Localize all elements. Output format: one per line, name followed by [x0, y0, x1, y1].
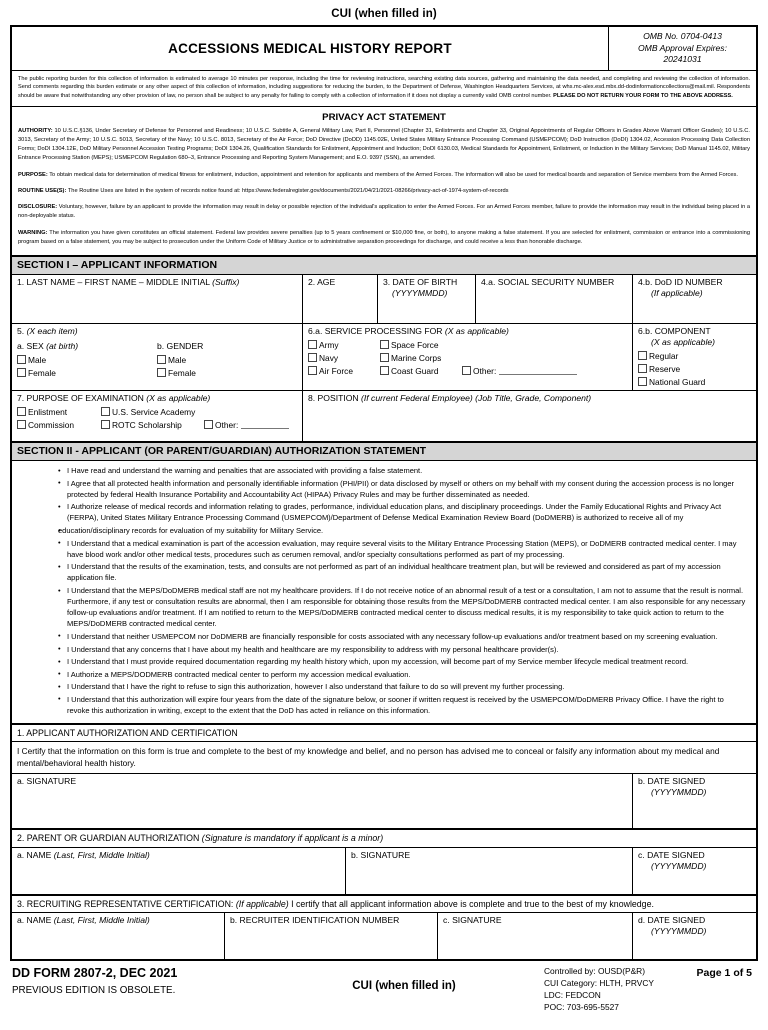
disclosure-paragraph — [18, 203, 750, 221]
checkbox-purpose-enlistment[interactable] — [17, 407, 101, 417]
checkbox-component-national-guard[interactable] — [638, 377, 752, 387]
cert3-recruiter-id-label: b. RECRUITER IDENTIFICATION NUMBER — [230, 915, 400, 926]
gender-group — [157, 341, 287, 378]
list-item: • I Understand that this authorization will expire four years from the date of the signature below, or sooner if written request is received by the USMEPCOM/DoDMERB Privacy Office. I have the right to revoke this authorization in writing, except to the extent that the DoD has acted in reliance on this information. — [58, 694, 748, 716]
page-number: Page 1 of 5 — [696, 967, 752, 980]
checkbox-service-army[interactable] — [308, 340, 380, 350]
warning-label: WARNING: — [18, 229, 48, 236]
omb-expires-label: OMB Approval Expires: — [638, 42, 727, 53]
list-item: • I Understand that a medical examination is part of the accession evaluation, may require several visits to the Military Entrance Processing Station (MEPS), or DoDMERB contracted medical center. I may have blood work and/or other medical tests, procedures such as cerumen removal, and/or specialty consultations performed as part of my processing. — [58, 538, 748, 560]
form-frame — [10, 25, 758, 961]
checkbox-icon[interactable] — [204, 420, 213, 429]
recruiter-row — [12, 913, 756, 959]
list-item-continuation: • education/disciplinary records for evaluation of my suitability for Military Service. — [58, 525, 748, 536]
applicant-certification-heading: 1. APPLICANT AUTHORIZATION AND CERTIFICATION — [12, 725, 756, 743]
authority-label: AUTHORITY: — [18, 127, 53, 134]
cui-top-banner: CUI (when filled in) — [331, 8, 437, 20]
field-date-of-birth[interactable] — [377, 275, 475, 323]
checkbox-label: Other: — [473, 365, 497, 376]
field-guardian-date-signed[interactable] — [632, 848, 756, 894]
field-3-label: 3. DATE OF BIRTH — [383, 277, 458, 288]
checkbox-label: U.S. Service Academy — [112, 406, 196, 417]
field-recruiter-signature[interactable] — [437, 913, 632, 959]
field-8-hint-1: (If current Federal Employee) — [361, 393, 473, 404]
cert2-signature-label: b. SIGNATURE — [351, 849, 411, 860]
list-item: • I Authorize a MEPS/DODMERB contracted medical center to perform my accession medical evaluation. — [58, 669, 748, 680]
parent-guardian-row — [12, 848, 756, 894]
previous-edition-note: PREVIOUS EDITION IS OBSOLETE. — [12, 985, 176, 997]
checkbox-sex-female[interactable] — [17, 368, 157, 378]
purpose-text: To obtain medical data for determination of medical fitness for enlistment, induction, appointment and retention for applicants and members of the Armed Forces. The information will also be used for medical boards and separation of Service members from the Armed Forces. — [47, 171, 738, 178]
checkbox-purpose-other[interactable] — [204, 420, 289, 430]
field-8-hint-2: (Job Title, Grade, Component) — [475, 393, 592, 404]
field-2-label: 2. AGE — [308, 277, 336, 288]
field-recruiter-id-number[interactable] — [224, 913, 437, 959]
checkbox-label: Male — [28, 354, 47, 365]
cui-category: CUI Category: HLTH, PRVCY — [544, 978, 654, 989]
field-component — [632, 324, 756, 390]
checkbox-label: Coast Guard — [391, 365, 439, 376]
field-5-label: 5. — [17, 326, 25, 337]
checkbox-icon[interactable] — [380, 366, 389, 375]
ldc-marking: LDC: FEDCON — [544, 990, 601, 1001]
field-5b-label: b. GENDER — [157, 340, 204, 351]
checkbox-label: Navy — [319, 352, 339, 363]
checkbox-service-other[interactable] — [462, 366, 577, 376]
list-item: • I Agree that all protected health information and personally identifiable information (PHI/PII) or data disclosed by myself or others on my behalf with my consent during the accession process is no longer protected by federal Health Insurance Portability and Accountability Act (HIPAA) Privacy Rules and may be further disseminated as needed. — [58, 478, 748, 500]
burden-text: The public reporting burden for this collection of information is estimated to average 10 minutes per response, including the time for reviewing instructions, searching existing data sources, gathering and maintaining the data needed, and completing and reviewing the collection of information. Send comments regarding this burden estimate or any other aspect of this collection of information, including suggestions for reducing the burden, to the Department of Defense, Washington Headquarters Services, at whs.mc-alex.esd.mbx.dd-dodinformationcollections@mail.mil. Respondents should be aware that notwithstanding any other provision of law, no person shall be subject to any penalty for failing to comply with a collection of information if it does not display a currently valid OMB control number. — [18, 75, 750, 100]
service-other-input[interactable] — [499, 366, 577, 375]
field-applicant-signature[interactable] — [12, 774, 632, 828]
cert3-date-label: d. DATE SIGNED — [638, 915, 706, 926]
checkbox-icon[interactable] — [157, 355, 166, 364]
cert2-date-hint: (YYYYMMDD) — [651, 860, 707, 871]
list-item: • I Authorize release of medical records and information relating to grades, performance, individual education plans, and disciplinary proceedings. Under the Family Educational Rights and Privacy Act (FERPA), United States Military Entrance Processing Command (USMEPCOM)/Department of Defense Medical Examination Review Board (DoDMERB) is authorized to receive all of my — [58, 501, 748, 523]
cert1-date-hint: (YYYYMMDD) — [651, 787, 707, 798]
purpose-row-1 — [17, 407, 298, 417]
field-4a-label: 4.a. SOCIAL SECURITY NUMBER — [481, 277, 615, 288]
checkbox-label: Regular — [649, 350, 679, 361]
purpose-other-input[interactable] — [241, 420, 289, 429]
checkbox-service-air-force[interactable] — [308, 366, 380, 376]
public-burden-statement — [12, 71, 756, 107]
checkbox-service-marine-corps[interactable] — [380, 353, 441, 363]
checkbox-icon[interactable] — [17, 407, 26, 416]
section-2-bar: SECTION II - APPLICANT (OR PARENT/GUARDIAN) AUTHORIZATION STATEMENT — [12, 441, 756, 461]
field-age[interactable] — [302, 275, 377, 323]
footer-left — [12, 966, 264, 997]
cert3-heading-text: 3. RECRUITING REPRESENTATIVE CERTIFICATION: — [17, 898, 234, 909]
checkbox-label: Space Force — [391, 339, 439, 350]
checkbox-label: Air Force — [319, 365, 353, 376]
checkbox-icon[interactable] — [17, 355, 26, 364]
authorization-statement-list — [12, 461, 756, 724]
field-5-hint: (X each item) — [26, 326, 78, 337]
field-1-suffix-hint: (Suffix) — [212, 277, 240, 288]
list-item: • I Have read and understand the warning and penalties that are associated with providing a false statement. — [58, 465, 748, 476]
omb-expires-date: 20241031 — [663, 54, 702, 65]
checkbox-icon[interactable] — [157, 368, 166, 377]
poc-phone: POC: 703-695-5527 — [544, 1002, 619, 1013]
checkbox-gender-female[interactable] — [157, 368, 287, 378]
service-row-2 — [308, 353, 628, 363]
page-title: ACCESSIONS MEDICAL HISTORY REPORT — [168, 40, 452, 56]
field-service-processing-for — [302, 324, 632, 390]
recruiter-certification-heading — [12, 894, 756, 914]
checkbox-icon[interactable] — [462, 366, 471, 375]
service-row-1 — [308, 340, 628, 350]
checkbox-label: Male — [168, 354, 187, 365]
form-title-cell — [12, 27, 608, 70]
checkbox-purpose-rotc[interactable] — [101, 420, 204, 430]
list-item: • I Understand that the results of the examination, tests, and consults are not performed as part of an individual healthcare treatment plan, but will be reviewed and considered as part of my accession application file. — [58, 561, 748, 583]
cert2-heading-hint: (Signature is mandatory if applicant is a minor) — [201, 833, 384, 844]
field-4b-hint: (If applicable) — [651, 287, 703, 298]
service-row-3 — [308, 366, 628, 376]
footer-right — [544, 966, 754, 1014]
privacy-act-body — [12, 127, 756, 255]
omb-box — [608, 27, 756, 70]
cert2-name-label: a. NAME — [17, 849, 52, 860]
cert1-signature-label: a. SIGNATURE — [17, 776, 77, 787]
field-6a-hint: (X as applicable) — [444, 326, 509, 337]
field-position[interactable] — [302, 391, 756, 441]
checkbox-icon[interactable] — [17, 420, 26, 429]
parent-guardian-heading — [12, 828, 756, 848]
checkbox-label: Other: — [215, 419, 239, 430]
routine-use-label: ROUTINE USE(S): — [18, 187, 67, 194]
cert2-name-hint: (Last, First, Middle Initial) — [53, 849, 150, 860]
checkbox-icon[interactable] — [308, 340, 317, 349]
checkbox-component-reserve[interactable] — [638, 364, 752, 374]
field-7-hint: (X as applicable) — [146, 393, 211, 404]
checkbox-icon[interactable] — [638, 351, 647, 360]
burden-bold-tail: PLEASE DO NOT RETURN YOUR FORM TO THE ABOVE ADDRESS. — [553, 93, 733, 100]
list-item: • I Understand that any concerns that I have about my health and healthcare are my responsibility to address with my personal healthcare provider(s). — [58, 644, 748, 655]
field-3-format-hint: (YYYYMMDD) — [392, 287, 448, 298]
checkbox-service-navy[interactable] — [308, 353, 380, 363]
omb-number: OMB No. 0704-0413 — [643, 31, 722, 41]
cert3-heading-tail: I certify that all applicant information above is complete and true to the best of my knowledge. — [288, 898, 654, 909]
field-ssn[interactable] — [475, 275, 632, 323]
cert2-heading-text: 2. PARENT OR GUARDIAN AUTHORIZATION — [17, 833, 200, 844]
checkbox-gender-male[interactable] — [157, 355, 287, 365]
checkbox-label: Marine Corps — [391, 352, 442, 363]
list-item: • I Understand that I have the right to refuse to sign this authorization, however I also understand that failure to do so will prevent my further processing. — [58, 681, 748, 692]
checkbox-icon[interactable] — [638, 364, 647, 373]
warning-paragraph — [18, 229, 750, 247]
checkbox-label: Army — [319, 339, 339, 350]
section-1-row-3 — [12, 391, 756, 441]
checkbox-icon[interactable] — [101, 420, 110, 429]
list-item: • I Understand that neither USMEPCOM nor DoDMERB are financially responsible for costs associated with any necessary follow-up evaluations and/or treatment based on my screening evaluation. — [58, 631, 748, 642]
field-8-label: 8. POSITION — [308, 393, 359, 404]
cert3-name-hint: (Last, First, Middle Initial) — [53, 915, 150, 926]
checkbox-icon[interactable] — [101, 407, 110, 416]
checkbox-service-coast-guard[interactable] — [380, 366, 462, 376]
checkbox-purpose-service-academy[interactable] — [101, 407, 195, 417]
purpose-label: PURPOSE: — [18, 171, 48, 178]
checkbox-label: Reserve — [649, 363, 681, 374]
cert3-date-hint: (YYYYMMDD) — [651, 926, 707, 937]
field-5a-hint: (at birth) — [46, 340, 79, 351]
form-identifier: DD FORM 2807-2, DEC 2021 — [12, 966, 178, 981]
field-last-first-middle[interactable] — [12, 275, 302, 323]
privacy-act-heading: PRIVACY ACT STATEMENT — [322, 111, 446, 123]
list-item: • I Understand that I must provide required documentation regarding my health history which, upon my accession, will become part of my Service member lifecycle medical treatment record. — [58, 656, 748, 667]
authority-paragraph — [18, 127, 750, 164]
field-guardian-name[interactable] — [12, 848, 345, 894]
purpose-row-2 — [17, 420, 298, 430]
field-sex-gender-group — [12, 324, 302, 390]
field-7-label: 7. PURPOSE OF EXAMINATION — [17, 393, 144, 404]
applicant-certification-body: I Certify that the information on this form is true and complete to the best of my knowledge and belief, and no person has advised me to conceal or falsify any information about my medical and mental/behavioral health history. — [12, 742, 756, 774]
field-applicant-date-signed[interactable] — [632, 774, 756, 828]
field-dod-id[interactable] — [632, 275, 756, 323]
field-6b-label: 6.b. COMPONENT — [638, 326, 711, 337]
cert3-name-label: a. NAME — [17, 915, 52, 926]
checkbox-icon[interactable] — [308, 353, 317, 362]
checkbox-label: Female — [168, 367, 196, 378]
cert1-date-label: b. DATE SIGNED — [638, 776, 706, 787]
field-recruiter-date-signed[interactable] — [632, 913, 756, 959]
field-6a-label: 6.a. SERVICE PROCESSING FOR — [308, 326, 443, 337]
authority-text: 10 U.S.C.§136, Under Secretary of Defense for Personnel and Readiness; 10 U.S.C. Subtitle A, General Military Law, Part II, Personnel (Chapter 31, Enlistments and Chapter 33, Original Appointments of Regular Officers in Grades Above Warrant Officer Grades); 10 U.S.C. 3013, Secretary of the Army; 10 U.S.C. 5013, Secretary of the Navy; 10 U.S.C. 8013, Secretary of the Air Force; DoD Directive (DoDD) 1145.02E, United States Military Entrance Processing Command (USMEPCOM); DoD Instruction (DoDI) 1304.02, Accession Processing Data Collection Forms; DoDI 1304.12E, DoD Military Personnel Accession Testing Programs; DoDI 1304.26, Qualification Standards for Enlistment, Appointment and Induction; DoDI 6130.03, Medical Standards for Appointment, Enlistment, or Induction in the Military Services; DoD Manual 1145.02, Military Entrance Processing Station (MEPS); USMEPCOM Regulation 680–3, Entrance Processing and Reporting System Management; and E.O. 9397 (SSN), as amended. — [18, 127, 750, 162]
checkbox-sex-male[interactable] — [17, 355, 157, 365]
checkbox-label: National Guard — [649, 376, 706, 387]
purpose-paragraph — [18, 171, 750, 180]
section-1-row-2 — [12, 324, 756, 391]
field-6b-hint: (X as applicable) — [651, 336, 716, 347]
field-guardian-signature[interactable] — [345, 848, 632, 894]
routine-use-text: The Routine Uses are listed in the system of records notice found at: https://www.federalregister.gov/documents/2021/04/21/2021-08266/privacy-act-of-1974-system-of-records — [66, 187, 509, 194]
form-footer — [10, 961, 758, 1014]
disclosure-text: Voluntary, however, failure by an applicant to provide the information may result in delay or possible rejection of the individual's application to enter the Armed Forces. For an Armed Forces member, failure to provide the information may result in the individual being placed in a non-deployable status. — [18, 204, 750, 220]
cert3-signature-label: c. SIGNATURE — [443, 915, 502, 926]
controlled-by: Controlled by: OUSD(P&R) — [544, 966, 645, 977]
section-1-row-1 — [12, 275, 756, 324]
cert2-date-label: c. DATE SIGNED — [638, 849, 705, 860]
disclosure-label: DISCLOSURE: — [18, 204, 58, 211]
applicant-signature-row — [12, 774, 756, 828]
checkbox-service-space-force[interactable] — [380, 340, 438, 350]
field-1-label: 1. LAST NAME – FIRST NAME – MIDDLE INITIAL — [17, 277, 210, 288]
checkbox-icon[interactable] — [308, 366, 317, 375]
checkbox-label: Commission — [28, 419, 75, 430]
field-4b-label: 4.b. DoD ID NUMBER — [638, 277, 723, 288]
checkbox-component-regular[interactable] — [638, 351, 752, 361]
checkbox-icon[interactable] — [380, 353, 389, 362]
warning-text: The information you have given constitutes an official statement. Federal law provides severe penalties (up to 5 years confinement or $10,000 fine, or both), to anyone making a false statement. If you are selected for enlistment, commission or entrance into a commissioning program based on a false statement, you may be subject to prosecution under the Uniform Code of Military Justice or to administrative separation proceedings for discharge, and could receive a less than honorable discharge. — [18, 229, 750, 245]
checkbox-purpose-commission[interactable] — [17, 420, 101, 430]
cert3-heading-hint: (If applicable) — [235, 898, 289, 909]
title-row — [12, 27, 756, 71]
field-5a-label: a. SEX — [17, 340, 44, 351]
field-recruiter-name[interactable] — [12, 913, 224, 959]
checkbox-label: Enlistment — [28, 406, 68, 417]
sex-at-birth-group — [17, 341, 157, 378]
cui-bottom-banner: CUI (when filled in) — [352, 980, 456, 993]
section-1-bar: SECTION I – APPLICANT INFORMATION — [12, 255, 756, 275]
routine-use-paragraph — [18, 187, 750, 196]
list-item: • I Understand that the MEPS/DoDMERB medical staff are not my healthcare providers. If I do not receive notice of an abnormal result of a test or a consultation, I am not to assume that the result is normal. Furthermore, if any test or consultation results are abnormal, then I am responsible for obtaining those results from the MEPS/DoDMERB contracted medical center. I am also responsible for any necessary follow-up evaluations and/or treatment. If I am notified to return to the MEPS/DoDMERB contracted medical center to discuss medical results, it is my responsibility to take quick action to return to the MEPS/DoDMERB contracted medical center. — [58, 585, 748, 629]
checkbox-icon[interactable] — [17, 368, 26, 377]
checkbox-icon[interactable] — [380, 340, 389, 349]
checkbox-label: ROTC Scholarship — [112, 419, 182, 430]
checkbox-label: Female — [28, 367, 56, 378]
field-purpose-of-examination — [12, 391, 302, 441]
checkbox-icon[interactable] — [638, 377, 647, 386]
